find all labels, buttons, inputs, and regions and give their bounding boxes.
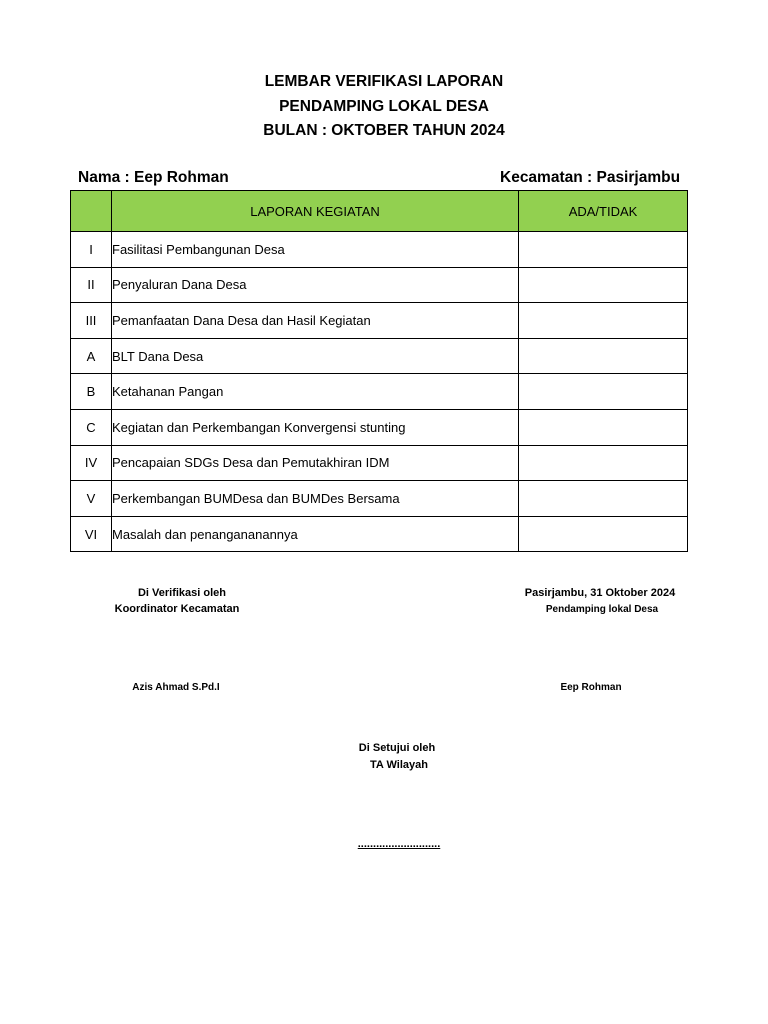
row-kegiatan: Masalah dan penangananannya xyxy=(112,516,519,552)
approver-signature-line: ........................... xyxy=(357,838,441,850)
row-number: I xyxy=(71,232,112,268)
verifier-role: Koordinator Kecamatan xyxy=(114,603,240,615)
header-laporan-kegiatan: LAPORAN KEGIATAN xyxy=(112,191,519,232)
row-status-cell[interactable] xyxy=(519,232,688,268)
row-number: II xyxy=(71,267,112,303)
table-row xyxy=(71,232,688,268)
table-row xyxy=(71,445,688,481)
header-ada-tidak: ADA/TIDAK xyxy=(519,191,688,232)
row-status-cell[interactable] xyxy=(519,445,688,481)
header-number xyxy=(71,191,112,232)
row-status-cell[interactable] xyxy=(519,267,688,303)
row-kegiatan: Penyaluran Dana Desa xyxy=(112,267,519,303)
row-kegiatan: Kegiatan dan Perkembangan Konvergensi stunting xyxy=(112,409,519,445)
approver-role: TA Wilayah xyxy=(370,759,428,771)
row-number: C xyxy=(71,409,112,445)
row-number: B xyxy=(71,374,112,410)
row-kegiatan: Pemanfaatan Dana Desa dan Hasil Kegiatan xyxy=(112,303,519,339)
laporan-table xyxy=(70,190,688,552)
table-row xyxy=(71,338,688,374)
row-status-cell[interactable] xyxy=(519,481,688,517)
document-title-line-2: PENDAMPING LOKAL DESA xyxy=(279,98,489,115)
row-kegiatan: Fasilitasi Pembangunan Desa xyxy=(112,232,519,268)
row-kegiatan: Ketahanan Pangan xyxy=(112,374,519,410)
table-row xyxy=(71,516,688,552)
row-status-cell[interactable] xyxy=(519,516,688,552)
approver-label: Di Setujui oleh xyxy=(358,742,436,754)
document-title-line-3: BULAN : OKTOBER TAHUN 2024 xyxy=(263,122,505,139)
row-status-cell[interactable] xyxy=(519,303,688,339)
table-row xyxy=(71,481,688,517)
row-number: IV xyxy=(71,445,112,481)
row-number: V xyxy=(71,481,112,517)
row-status-cell[interactable] xyxy=(519,338,688,374)
document-title-line-1: LEMBAR VERIFIKASI LAPORAN xyxy=(264,73,504,90)
table-row xyxy=(71,303,688,339)
row-kegiatan: Perkembangan BUMDesa dan BUMDes Bersama xyxy=(112,481,519,517)
pendamping-name: Eep Rohman xyxy=(560,682,622,693)
verifier-name: Azis Ahmad S.Pd.I xyxy=(132,682,220,693)
row-kegiatan: Pencapaian SDGs Desa dan Pemutakhiran IDM xyxy=(112,445,519,481)
row-number: A xyxy=(71,338,112,374)
nama-field: Nama : Eep Rohman xyxy=(78,169,229,186)
table-row xyxy=(71,374,688,410)
place-date: Pasirjambu, 31 Oktober 2024 xyxy=(524,587,676,599)
row-status-cell[interactable] xyxy=(519,374,688,410)
kecamatan-field: Kecamatan : Pasirjambu xyxy=(500,169,681,186)
row-status-cell[interactable] xyxy=(519,409,688,445)
pendamping-role: Pendamping lokal Desa xyxy=(545,604,659,615)
verifier-label: Di Verifikasi oleh xyxy=(137,587,227,599)
row-kegiatan: BLT Dana Desa xyxy=(112,338,519,374)
table-row xyxy=(71,267,688,303)
row-number: III xyxy=(71,303,112,339)
table-row xyxy=(71,409,688,445)
row-number: VI xyxy=(71,516,112,552)
table-header-row xyxy=(71,191,688,232)
